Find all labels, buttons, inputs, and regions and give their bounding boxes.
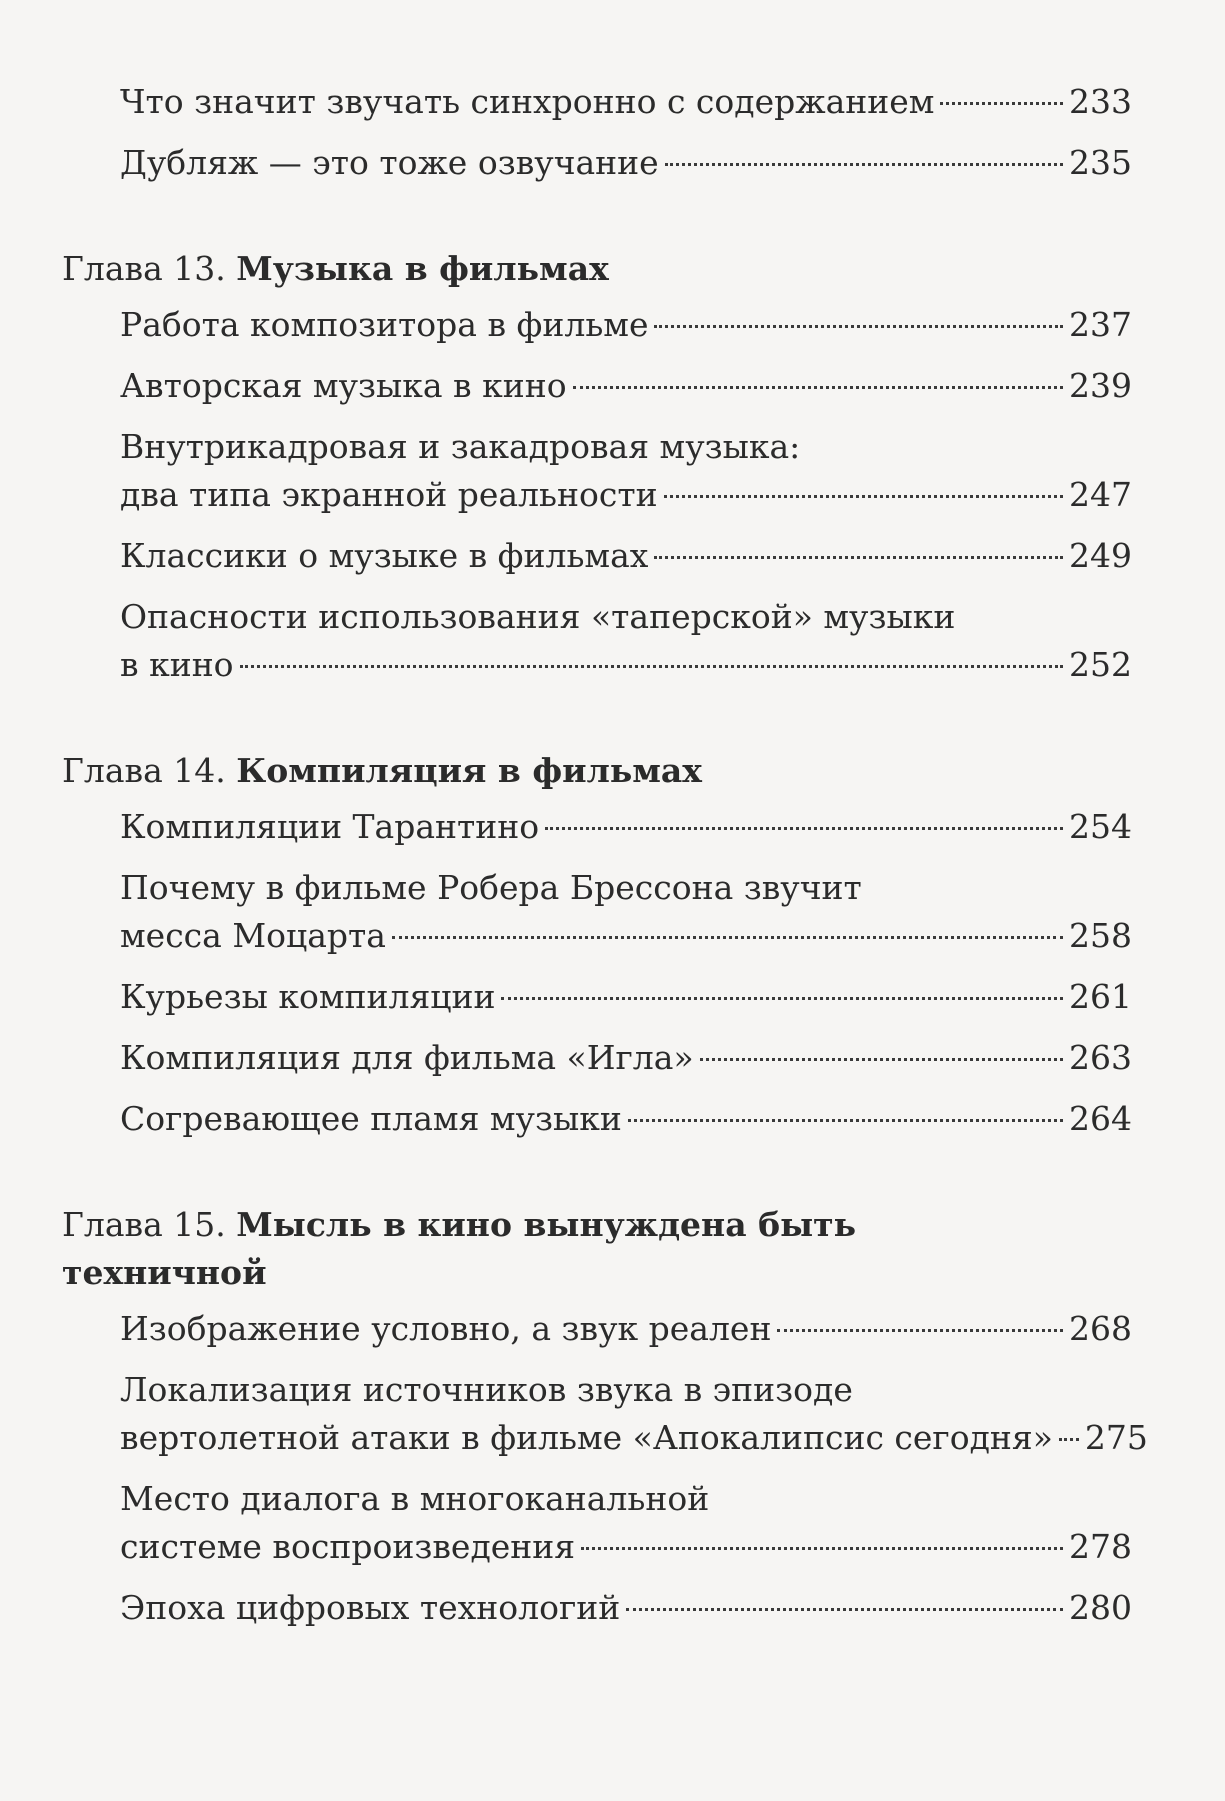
toc-entry-row: [120, 973, 1132, 1021]
toc-entry: [120, 139, 1132, 187]
toc-entry-title: два типа экранной реальности: [120, 475, 658, 514]
chapter-13: [62, 245, 1132, 689]
continuation-section: [62, 78, 1132, 187]
chapter-entries: [120, 301, 1132, 689]
toc-entry-row: [120, 1034, 1132, 1082]
toc-entry-title-line: Опасности использования «таперской» музыки: [120, 597, 956, 636]
toc-entry-row: [120, 1584, 1132, 1632]
toc-entry-row: [120, 912, 1132, 960]
toc-entry-page: 252: [1069, 645, 1132, 684]
toc-entry: [120, 1305, 1132, 1353]
toc-entry-title: Что значит звучать синхронно с содержанием: [120, 82, 935, 121]
dot-leader: [626, 1608, 1063, 1611]
toc-entry-title: Классики о музыке в фильмах: [120, 536, 649, 575]
toc-entry-page: 249: [1069, 536, 1132, 575]
dot-leader: [581, 1547, 1063, 1550]
toc-entry-row: [120, 1095, 1132, 1143]
chapter-heading: [62, 245, 962, 293]
chapter-label: Глава 13.: [62, 249, 226, 288]
chapter-heading: [62, 747, 962, 795]
toc-entry: [120, 1095, 1132, 1143]
dot-leader: [664, 495, 1063, 498]
toc-entry: [120, 1584, 1132, 1632]
toc-entry-page: 239: [1069, 366, 1132, 405]
toc-entry: [120, 803, 1132, 851]
chapter-heading: [62, 1201, 962, 1297]
toc-entry-row: [120, 139, 1132, 187]
toc-entry-title: Дубляж — это тоже озвучание: [120, 143, 659, 182]
toc-entry-title: Изображение условно, а звук реален: [120, 1309, 772, 1348]
toc-entry-page: 258: [1069, 916, 1132, 955]
dot-leader: [240, 665, 1063, 668]
chapter-entries: [120, 803, 1132, 1143]
dot-leader: [1059, 1438, 1079, 1441]
toc-entry-title: системе воспроизведения: [120, 1527, 576, 1566]
dot-leader: [700, 1058, 1063, 1061]
toc-entry-title: Эпоха цифровых технологий: [120, 1588, 621, 1627]
toc-entry: [120, 1366, 1148, 1462]
toc-entry-row: [120, 471, 1132, 519]
toc-entry-page: 275: [1084, 1418, 1148, 1457]
toc-entry-page: 247: [1069, 475, 1132, 514]
toc-entry-title: месса Моцарта: [120, 916, 386, 955]
toc-entry-row: [120, 641, 1132, 689]
toc-entry-title-line: Внутрикадровая и закадровая музыка:: [120, 427, 801, 466]
toc-entry-page: 235: [1069, 143, 1132, 182]
chapter-title: Мысль в кино вынуждена быть техничной: [62, 1205, 857, 1292]
toc-entry-title: Курьезы компиляции: [120, 977, 496, 1016]
toc-entry-title: Согревающее пламя музыки: [120, 1099, 622, 1138]
toc-entry-row: [120, 803, 1132, 851]
toc-entry-page: 268: [1069, 1309, 1132, 1348]
toc-entry-row: [120, 532, 1132, 580]
toc-entry-title-line: Почему в фильме Робера Брессона звучит: [120, 868, 862, 907]
toc-entry-title: Компиляция для фильма «Игла»: [120, 1038, 694, 1077]
chapter-14: [62, 747, 1132, 1143]
dot-leader: [501, 997, 1063, 1000]
toc-entry-row: [120, 362, 1132, 410]
toc-entry-title: вертолетной атаки в фильме «Апокалипсис сегодня»: [120, 1418, 1053, 1457]
toc-entry: [120, 301, 1132, 349]
toc-entry-page: 263: [1069, 1038, 1132, 1077]
chapter-title: Музыка в фильмах: [236, 249, 609, 288]
toc-entry: [120, 973, 1132, 1021]
toc-entry: [120, 864, 1132, 960]
toc-entry-page: 237: [1069, 305, 1132, 344]
toc-entry-page: 254: [1069, 807, 1132, 846]
dot-leader: [665, 163, 1063, 166]
toc-entry: [120, 1475, 1132, 1571]
continuation-entries: [120, 78, 1132, 187]
toc-entry-page: 233: [1069, 82, 1132, 121]
toc-entry-row: [120, 1305, 1132, 1353]
toc-entry-row: [120, 1414, 1148, 1462]
chapter-15: [62, 1201, 1148, 1632]
toc-entry-page: 278: [1069, 1527, 1132, 1566]
chapter-label: Глава 14.: [62, 751, 226, 790]
toc-entry: [120, 1034, 1132, 1082]
toc-entry-title-line: Место диалога в многоканальной: [120, 1479, 710, 1518]
chapter-title: Компиляция в фильмах: [236, 751, 702, 790]
chapter-entries: [120, 1305, 1148, 1632]
toc-entry: [120, 362, 1132, 410]
toc-entry-title: Компиляции Тарантино: [120, 807, 540, 846]
toc-entry: [120, 423, 1132, 519]
toc-entry-page: 264: [1069, 1099, 1132, 1138]
toc-entry: [120, 593, 1132, 689]
toc-entry-title: в кино: [120, 645, 234, 684]
dot-leader: [573, 386, 1063, 389]
dot-leader: [545, 827, 1063, 830]
toc-entry-row: [120, 301, 1132, 349]
toc-entry-title: Работа композитора в фильме: [120, 305, 649, 344]
chapter-label: Глава 15.: [62, 1205, 226, 1244]
toc-entry-page: 261: [1069, 977, 1132, 1016]
dot-leader: [628, 1119, 1063, 1122]
toc-entry-title: Авторская музыка в кино: [120, 366, 567, 405]
toc-entry: [120, 532, 1132, 580]
toc-entry-row: [120, 78, 1132, 126]
dot-leader: [654, 325, 1063, 328]
toc-entry-row: [120, 1523, 1132, 1571]
dot-leader: [392, 936, 1063, 939]
table-of-contents: [62, 78, 1148, 1690]
toc-entry-page: 280: [1069, 1588, 1132, 1627]
dot-leader: [654, 556, 1063, 559]
toc-entry-title-line: Локализация источников звука в эпизоде: [120, 1370, 853, 1409]
dot-leader: [940, 102, 1063, 105]
toc-entry: [120, 78, 1132, 126]
dot-leader: [777, 1329, 1063, 1332]
